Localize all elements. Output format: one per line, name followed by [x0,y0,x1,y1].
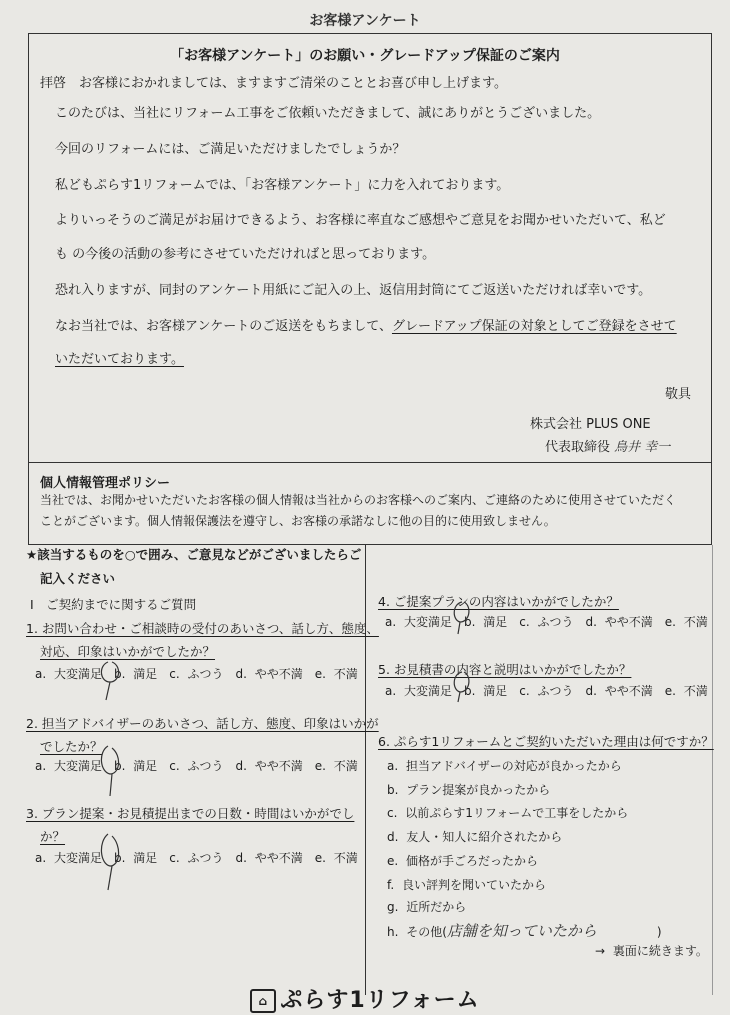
reason-option[interactable]: e. 価格が手ごろだったから [387,854,539,868]
answer-circle-mark [448,600,478,650]
continued-note: → 裏面に続きます。 [595,944,708,958]
letter-text: なお当社では、お客様アンケートのご返送をもちまして、 [55,319,392,334]
instructions: ★該当するものを○で囲み、ご意見などがございましたらご [26,547,362,562]
answer-options[interactable]: a. 大変満足 b. 満足 c. ふつう d. やや不満 e. 不満 [385,615,708,629]
guarantee-text: グレードアップ保証の対象としてご登録をさせて [391,319,677,334]
letter-line: よりいっそうのご満足がお届けできるよう、お客様に率直なご感想やご意見をお聞かせいただいて、私ど [55,213,666,228]
question-4: 4. ご提案プランの内容はいかがでしたか？ [378,594,619,609]
reason-option[interactable]: a. 担当アドバイザーの対応が良かったから [387,759,622,773]
policy-title: 個人情報管理ポリシー [40,476,171,491]
instructions: 記入ください [40,571,116,586]
company-name: 株式会社 PLUS ONE [530,417,651,432]
answer-circle-mark [100,752,130,802]
letter-line: 恐れ入りますが、同封のアンケート用紙にご記入の上、返信用封筒にてご返送いただければ幸いです。 [55,283,652,298]
other-label: h. その他( [387,925,447,939]
reason-option[interactable]: d. 友人・知人に紹介されたから [387,830,563,844]
closing: 敬具 [665,387,692,402]
reason-option[interactable]: g. 近所だから [387,900,467,914]
other-close: ) [656,925,662,939]
house-icon: ⌂ [250,989,276,1013]
question-2: でしたか？ [40,739,103,754]
representative [545,436,670,455]
column-divider [365,545,366,995]
other-handwritten[interactable]: 店舗を知っていたから [446,922,597,940]
answer-circle-mark [100,842,130,902]
answer-options[interactable]: a. 大変満足 b. 満足 c. ふつう d. やや不満 e. 不満 [35,667,358,681]
reason-option-other[interactable] [387,920,662,941]
answer-options[interactable]: a. 大変満足 b. 満足 c. ふつう d. やや不満 e. 不満 [35,851,358,865]
letter-heading: 「お客様アンケート」のお願い・グレードアップ保証のご案内 [170,48,560,64]
answer-circle-mark [448,670,478,720]
letter-line: 今回のリフォームには、ご満足いただけましたでしょうか？ [55,142,406,157]
policy-text: 当社では、お聞かせいただいたお客様の個人情報は当社からのお客様へのご案内、ご連絡のために使用させていただく [40,493,677,507]
answer-circle-mark [100,660,130,710]
reason-option[interactable]: c. 以前ぷらす1リフォームで工事をしたから [387,806,629,820]
logo-text: ぷらす1リフォーム [280,988,480,1013]
letter-line: いただいております。 [55,352,184,367]
letter-line [55,315,677,334]
policy-text: ことがございます。個人情報保護法を遵守し、お客様の承諾なしに他の目的に使用致しません。 [40,514,556,528]
letter-line: も の今後の活動の参考にさせていただければと思っております。 [55,247,436,262]
question-3: か？ [40,829,66,844]
footer-logo [0,983,730,1014]
section-heading: Ⅰ ご契約までに関するご質問 [30,597,197,612]
question-1: 対応、印象はいかがでしたか？ [40,644,216,659]
right-border [712,545,713,995]
reason-option[interactable]: b. プラン提案が良かったから [387,783,551,797]
document-title: お客様アンケート [309,13,421,29]
question-5: 5. お見積書の内容と説明はいかがでしたか？ [378,662,632,677]
question-1: 1. お問い合わせ・ご相談時の受付のあいさつ、話し方、態度、 [26,621,379,636]
reason-option[interactable]: f. 良い評判を聞いていたから [387,878,546,892]
rep-title: 代表取締役 [545,440,611,455]
rep-signature: 鳥井 幸一 [614,440,671,455]
letter-line: このたびは、当社にリフォーム工事をご依頼いただきまして、誠にありがとうございました。 [55,106,601,121]
question-3: 3. プラン提案・お見積提出までの日数・時間はいかがでし [26,806,355,821]
answer-options[interactable]: a. 大変満足 b. 満足 c. ふつう d. やや不満 e. 不満 [35,759,358,773]
letter-line: 私どもぷらす1リフォームでは、「お客様アンケート」に力を入れております。 [55,178,510,193]
divider [28,462,712,463]
letter-line: 拝啓 お客様におかれましては、ますますご清栄のこととお喜び申し上げます。 [40,76,507,91]
question-6: 6. ぷらす1リフォームとご契約いただいた理由は何ですか？ [378,734,714,749]
answer-options[interactable]: a. 大変満足 b. 満足 c. ふつう d. やや不満 e. 不満 [385,684,708,698]
question-2: 2. 担当アドバイザーのあいさつ、話し方、態度、印象はいかが [26,716,379,731]
